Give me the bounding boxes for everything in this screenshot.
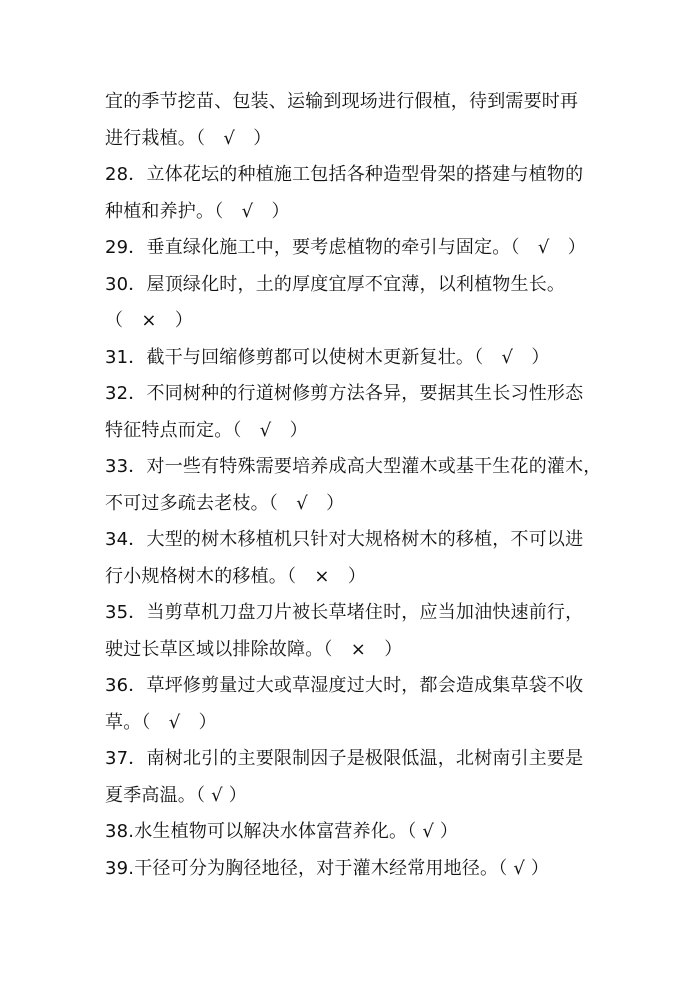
text-line: 37．南树北引的主要限制因子是极限低温，北树南引主要是	[105, 748, 584, 769]
document-body	[105, 84, 685, 887]
text-line: 草。（ √ ）	[105, 711, 217, 733]
text-line: 不可过多疏去老枝。（ √ ）	[105, 492, 345, 514]
text-line: 30．屋顶绿化时，土的厚度宜厚不宜薄，以利植物生长。	[105, 273, 566, 295]
text-line: 34．大型的树木移植机只针对大规格树木的移植，不可以进	[105, 529, 584, 550]
text-line: 行小规格树木的移植。（ × ）	[105, 565, 367, 587]
text-line: 特征特点而定。（ √ ）	[105, 419, 308, 441]
text-line: 38.水生植物可以解决水体富营养化。（ √ ）	[105, 821, 459, 842]
text-line: 32．不同树种的行道树修剪方法各异，要据其生长习性形态	[105, 383, 584, 404]
text-line: 33．对一些有特殊需要培养成高大型灌木或基干生花的灌木，	[105, 456, 602, 477]
text-line: 种植和养护。（ √ ）	[105, 200, 290, 222]
text-line: 29．垂直绿化施工中，要考虑植物的牵引与固定。（ √ ）	[105, 237, 586, 258]
text-line: 31．截干与回缩修剪都可以使树木更新复壮。（ √ ）	[105, 346, 550, 368]
text-line: （ × ）	[105, 310, 194, 331]
text-line: 夏季高温。（ √ ）	[105, 784, 247, 806]
text-line: 28．立体花坛的种植施工包括各种造型骨架的搭建与植物的	[105, 164, 584, 185]
text-line: 宜的季节挖苗、包装、运输到现场进行假植，待到需要时再	[105, 91, 579, 112]
text-line: 进行栽植。（ √ ）	[105, 127, 272, 149]
text-line: 36．草坪修剪量过大或草湿度过大时，都会造成集草袋不收	[105, 675, 584, 696]
text-line: 39.干径可分为胸径地径，对于灌木经常用地径。（ √ ）	[105, 857, 550, 879]
text-line: 35．当剪草机刀盘刀片被长草堵住时，应当加油快速前行，	[105, 602, 584, 623]
text-line: 驶过长草区域以排除故障。（ × ）	[105, 638, 403, 660]
